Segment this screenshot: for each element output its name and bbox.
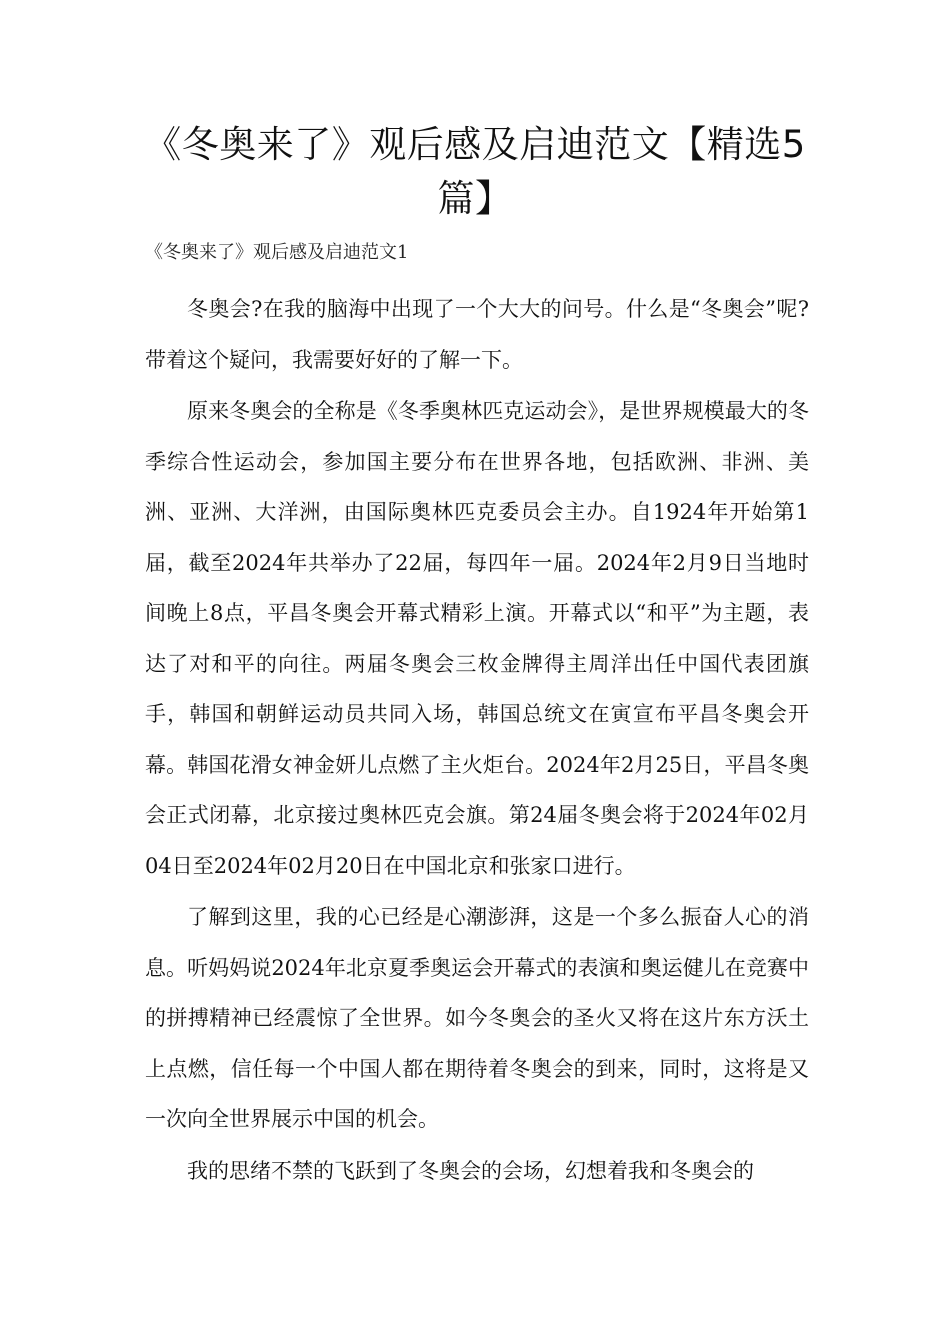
paragraph-2: 原来冬奥会的全称是《冬季奥林匹克运动会》，是世界规模最大的冬季综合性运动会，参加国主要分布在世界各地，包括欧洲、非洲、美洲、亚洲、大洋洲，由国际奥林匹克委员会主办。自1924年开始第1届，截至2024年共举办了22届，每四年一届。2024年2月9日当地时间晚上8点，平昌冬奥会开幕式精彩上演。开幕式以“和平”为主题，表达了对和平的向往。两届冬奥会三枚金牌得主周洋出任中国代表团旗手，韩国和朝鲜运动员共同入场，韩国总统文在寅宣布平昌冬奥会开幕。韩国花滑女神金妍儿点燃了主火炬台。2024年2月25日，平昌冬奥会正式闭幕，北京接过奥林匹克会旗。第24届冬奥会将于2024年02月04日至2024年02月20日在中国北京和张家口进行。 (145, 399, 809, 878)
document-body (145, 284, 809, 1197)
paragraph-3: 了解到这里，我的心已经是心潮澎湃，这是一个多么振奋人心的消息。听妈妈说2024年北京夏季奥运会开幕式的表演和奥运健儿在竞赛中的拼搏精神已经震惊了全世界。如今冬奥会的圣火又将在这片东方沃土上点燃，信任每一个中国人都在期待着冬奥会的到来，同时，这将是又一次向全世界展示中国的机会。 (145, 905, 809, 1131)
paragraph-4: 我的思绪不禁的飞跃到了冬奥会的会场，幻想着我和冬奥会的 (187, 1158, 754, 1183)
paragraph-1: 冬奥会?在我的脑海中出现了一个大大的问号。什么是“冬奥会”呢?带着这个疑问，我需要好好的了解一下。 (145, 297, 809, 372)
document-title: 《冬奥来了》观后感及启迪范文【精选5篇】 (144, 123, 806, 220)
section-heading: 《冬奥来了》观后感及启迪范文1 (145, 242, 409, 263)
